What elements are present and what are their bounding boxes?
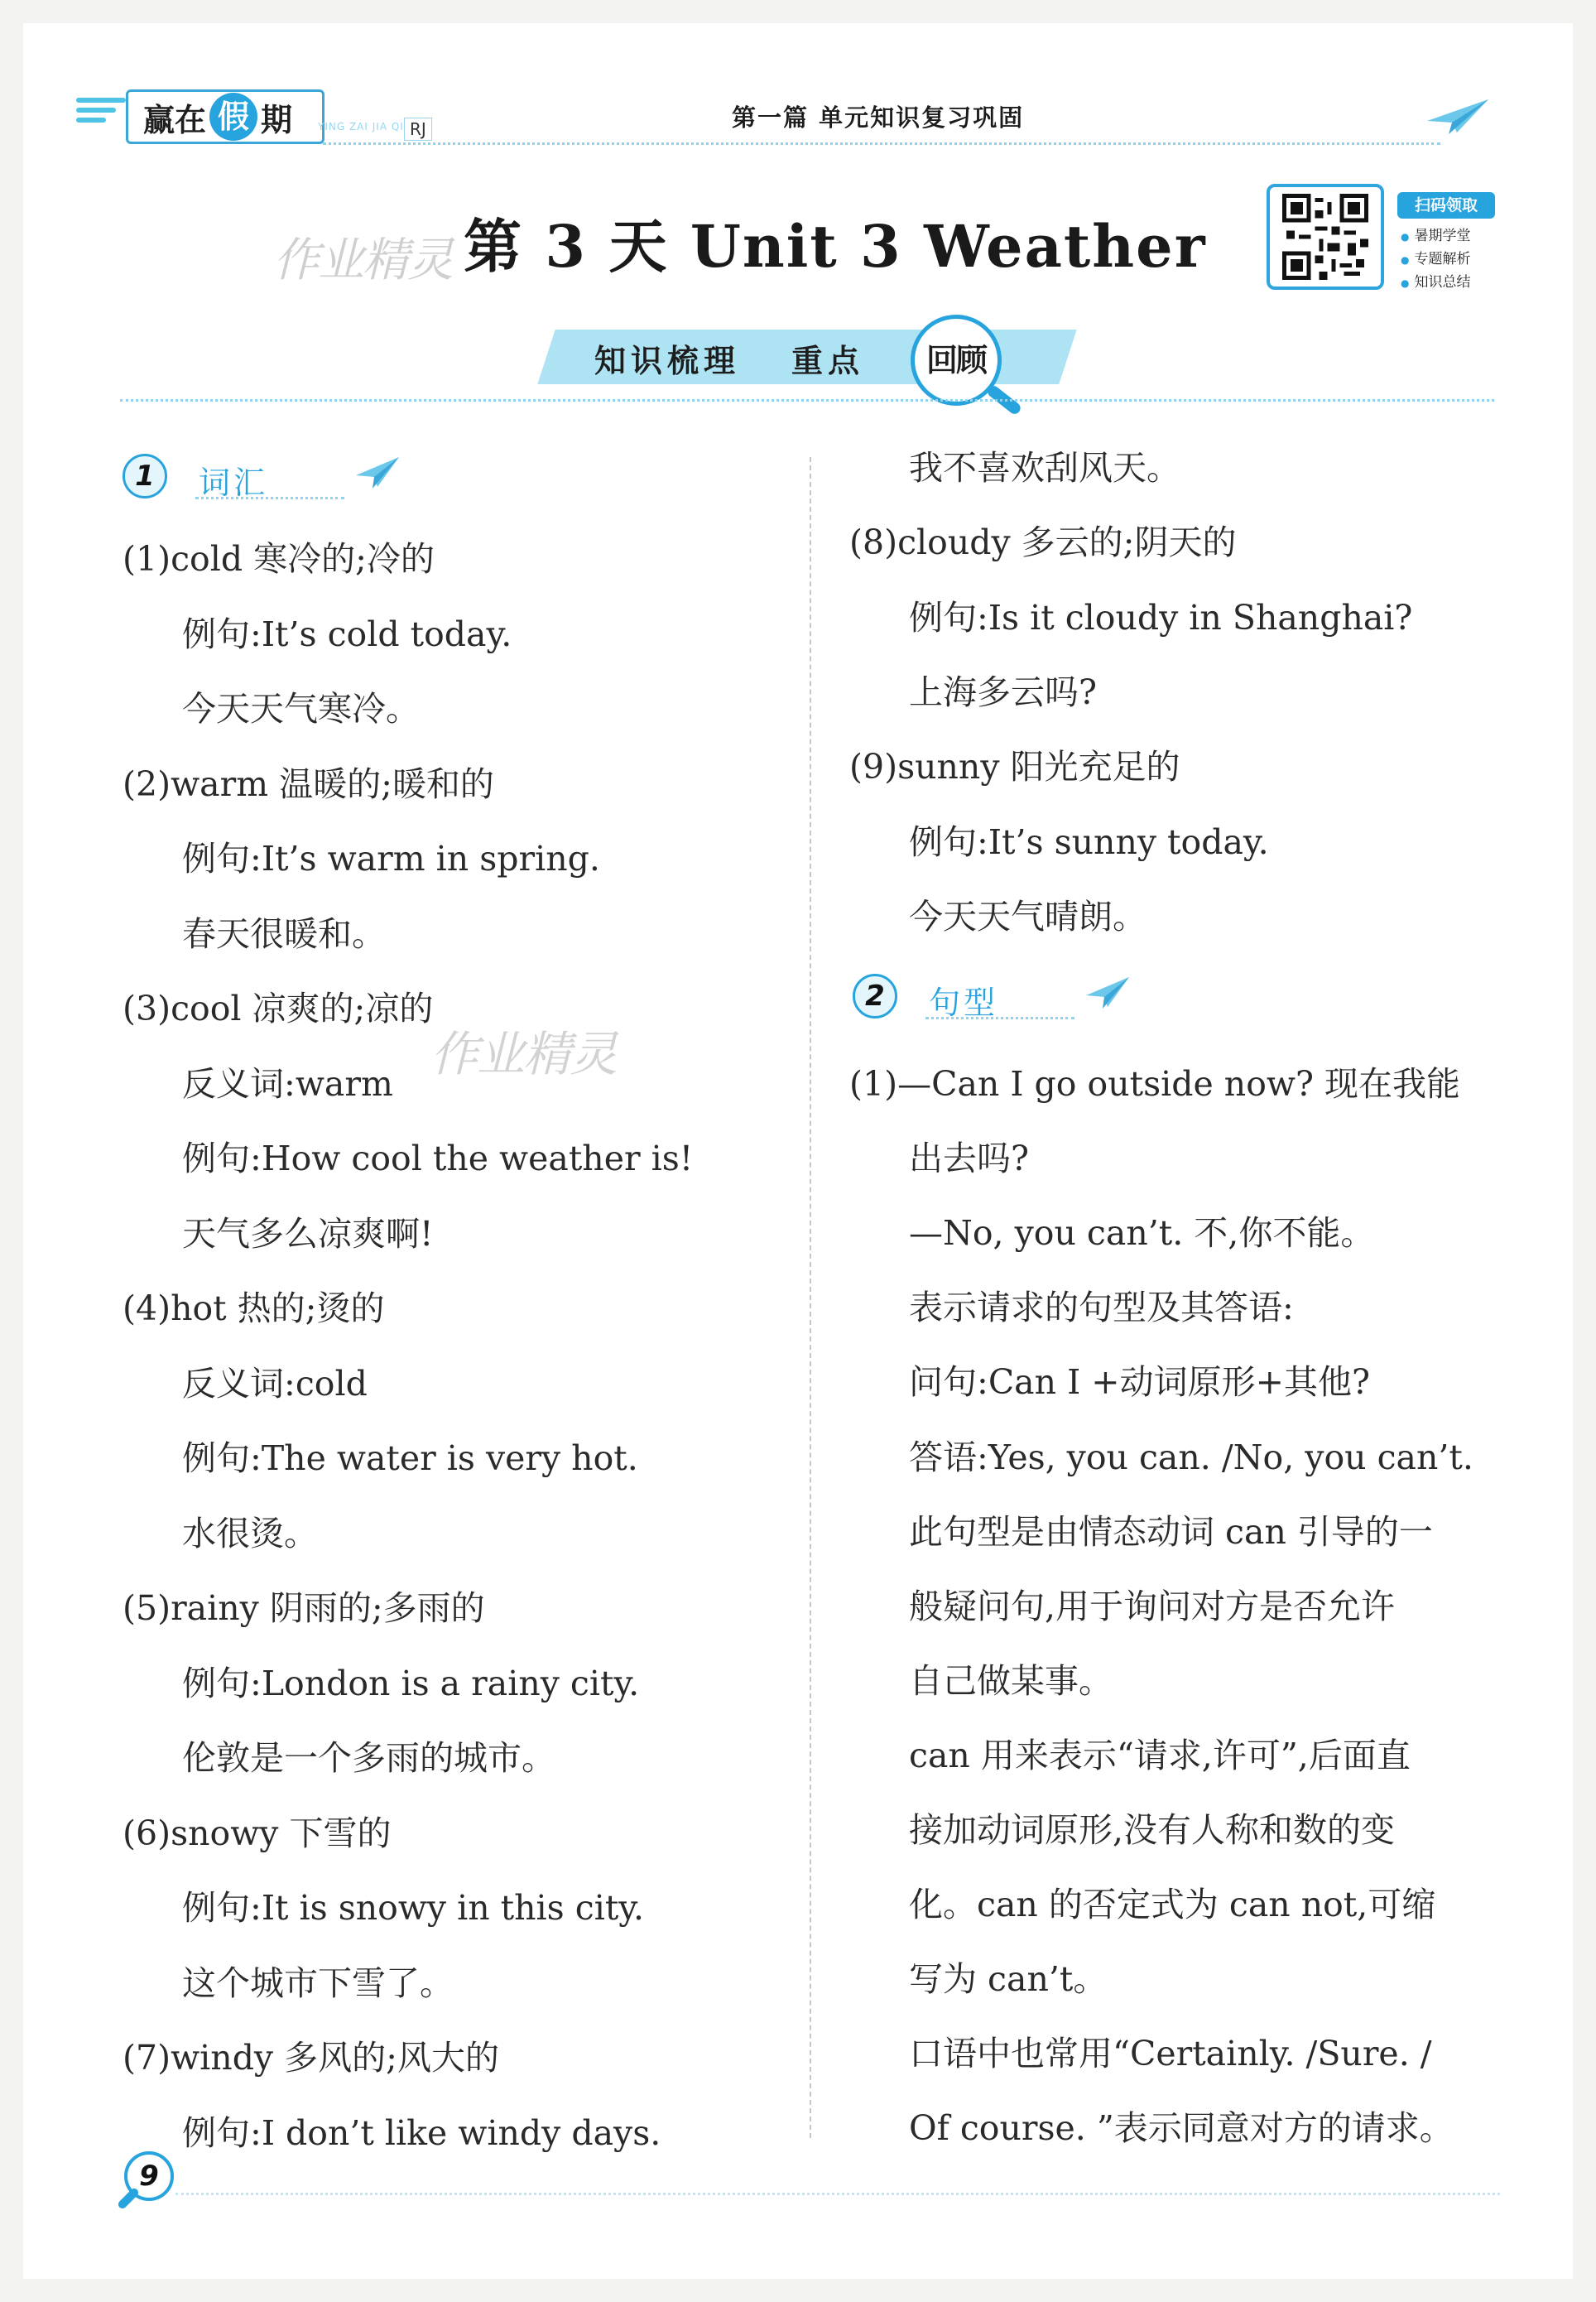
- vocab-item-line: (6)snowy 下雪的: [123, 1813, 392, 1853]
- qr-item: ● 暑期学堂: [1401, 225, 1470, 248]
- text-line: 例句:London is a rainy city.: [182, 1663, 640, 1703]
- text-line: 这个城市下雪了。: [182, 1962, 454, 2003]
- watermark-top: 作业精灵: [273, 234, 452, 287]
- text-line: 化。can 的否定式为 can not,可缩: [909, 1885, 1436, 1925]
- text-line: 上海多云吗?: [909, 672, 1097, 712]
- qr-item: ● 知识总结: [1401, 272, 1470, 295]
- text-line: 例句:How cool the weather is!: [182, 1139, 694, 1178]
- text-line: 此句型是由情态动词 can 引导的一: [909, 1511, 1433, 1552]
- text-line: 反义词:warm: [182, 1063, 393, 1104]
- banner-mid: 重点: [791, 343, 865, 379]
- text-line: 例句:Is it cloudy in Shanghai?: [909, 597, 1413, 638]
- vocab-item-line: (9)sunny 阳光充足的: [849, 747, 1180, 787]
- paper-plane-icon: [1424, 96, 1490, 137]
- text-line: 春天很暖和。: [182, 913, 386, 954]
- text-line: 例句:I don’t like windy days.: [182, 2112, 661, 2153]
- vocab-item-line: (5)rainy 阴雨的;多雨的: [123, 1588, 485, 1628]
- brand-circle: 假: [209, 93, 257, 141]
- text-line: 反义词:cold: [182, 1363, 368, 1404]
- text-line: 口语中也常用“Certainly. /Sure. /: [909, 2034, 1432, 2074]
- brand-right: 期: [261, 101, 293, 138]
- brand-pinyin: YING ZAI JIA QI: [318, 121, 404, 132]
- brand-logo: [126, 89, 324, 144]
- text-line: 表示请求的句型及其答语:: [909, 1288, 1294, 1328]
- text-line: Of course. ”表示同意对方的请求。: [909, 2108, 1454, 2149]
- text-line: 今天天气寒冷。: [182, 689, 420, 729]
- section-label: 句型: [929, 985, 999, 1021]
- section-underline: [195, 497, 344, 499]
- header-divider: [323, 142, 1440, 145]
- text-line: 天气多么凉爽啊!: [182, 1213, 434, 1254]
- brand-left: 赢在: [143, 101, 207, 138]
- text-line: 例句:It’s sunny today.: [909, 821, 1269, 862]
- section-label: 词汇: [199, 465, 269, 501]
- vocab-item-line: (1)—Can I go outside now? 现在我能: [849, 1064, 1460, 1104]
- top-rule: [120, 399, 1494, 402]
- bottom-rule: [175, 2193, 1500, 2195]
- text-line: 接加动词原形,没有人称和数的变: [909, 1810, 1396, 1850]
- text-line: 我不喜欢刮风天。: [909, 448, 1180, 488]
- text-line: 般疑问句,用于询问对方是否允许: [909, 1586, 1396, 1626]
- banner-magnifier: 回顾: [911, 315, 1002, 406]
- text-line: 出去吗?: [909, 1139, 1029, 1179]
- page-title: 第 3 天 Unit 3 Weather: [464, 212, 1207, 281]
- vocab-item-line: (3)cool 凉爽的;凉的: [123, 989, 434, 1028]
- paper-plane-icon: [1084, 974, 1131, 1010]
- text-line: 水很烫。: [182, 1513, 318, 1553]
- qr-feature-list: [1401, 225, 1470, 295]
- banner-text: [594, 335, 864, 381]
- section-number: 1: [123, 454, 167, 498]
- paper-plane-icon: [354, 454, 401, 490]
- page-number: 9: [124, 2151, 174, 2201]
- qr-item: ● 专题解析: [1401, 248, 1470, 272]
- qr-badge: 扫码领取: [1397, 192, 1495, 219]
- vocab-item-line: (8)cloudy 多云的;阴天的: [849, 523, 1237, 563]
- section-number: 2: [853, 974, 897, 1019]
- qr-code[interactable]: [1267, 184, 1384, 290]
- edition-tag: RJ: [404, 118, 432, 141]
- qr-code-icon: [1276, 194, 1374, 280]
- text-line: 今天天气晴朗。: [909, 896, 1147, 937]
- header-title: 第一篇 单元知识复习巩固: [732, 104, 1025, 132]
- text-line: 伦敦是一个多雨的城市。: [182, 1738, 555, 1778]
- text-line: 自己做某事。: [909, 1660, 1113, 1701]
- column-divider: [810, 457, 811, 2138]
- vocab-item-line: (2)warm 温暖的;暖和的: [123, 763, 494, 804]
- text-line: 问句:Can I +动词原形+其他?: [909, 1362, 1370, 1403]
- text-line: 例句:It is snowy in this city.: [182, 1888, 645, 1928]
- banner-left: 知识梳理: [594, 343, 741, 379]
- text-line: 例句:It’s cold today.: [182, 614, 512, 654]
- text-line: 例句:It’s warm in spring.: [182, 839, 600, 879]
- vocab-item-line: (4)hot 热的;烫的: [123, 1288, 385, 1328]
- vocab-item-line: (7)windy 多风的;风大的: [123, 2038, 499, 2078]
- text-line: can 用来表示“请求,许可”,后面直: [909, 1735, 1411, 1775]
- text-line: —No, you can’t. 不,你不能。: [909, 1213, 1375, 1254]
- text-line: 例句:The water is very hot.: [182, 1438, 638, 1478]
- vocab-item-line: (1)cold 寒冷的;冷的: [123, 539, 435, 579]
- section-underline: [925, 1017, 1074, 1019]
- text-line: 写为 can’t。: [909, 1959, 1108, 2000]
- text-line: 答语:Yes, you can. /No, you can’t.: [909, 1437, 1473, 1477]
- watermark-middle: 作业精灵: [430, 1026, 617, 1082]
